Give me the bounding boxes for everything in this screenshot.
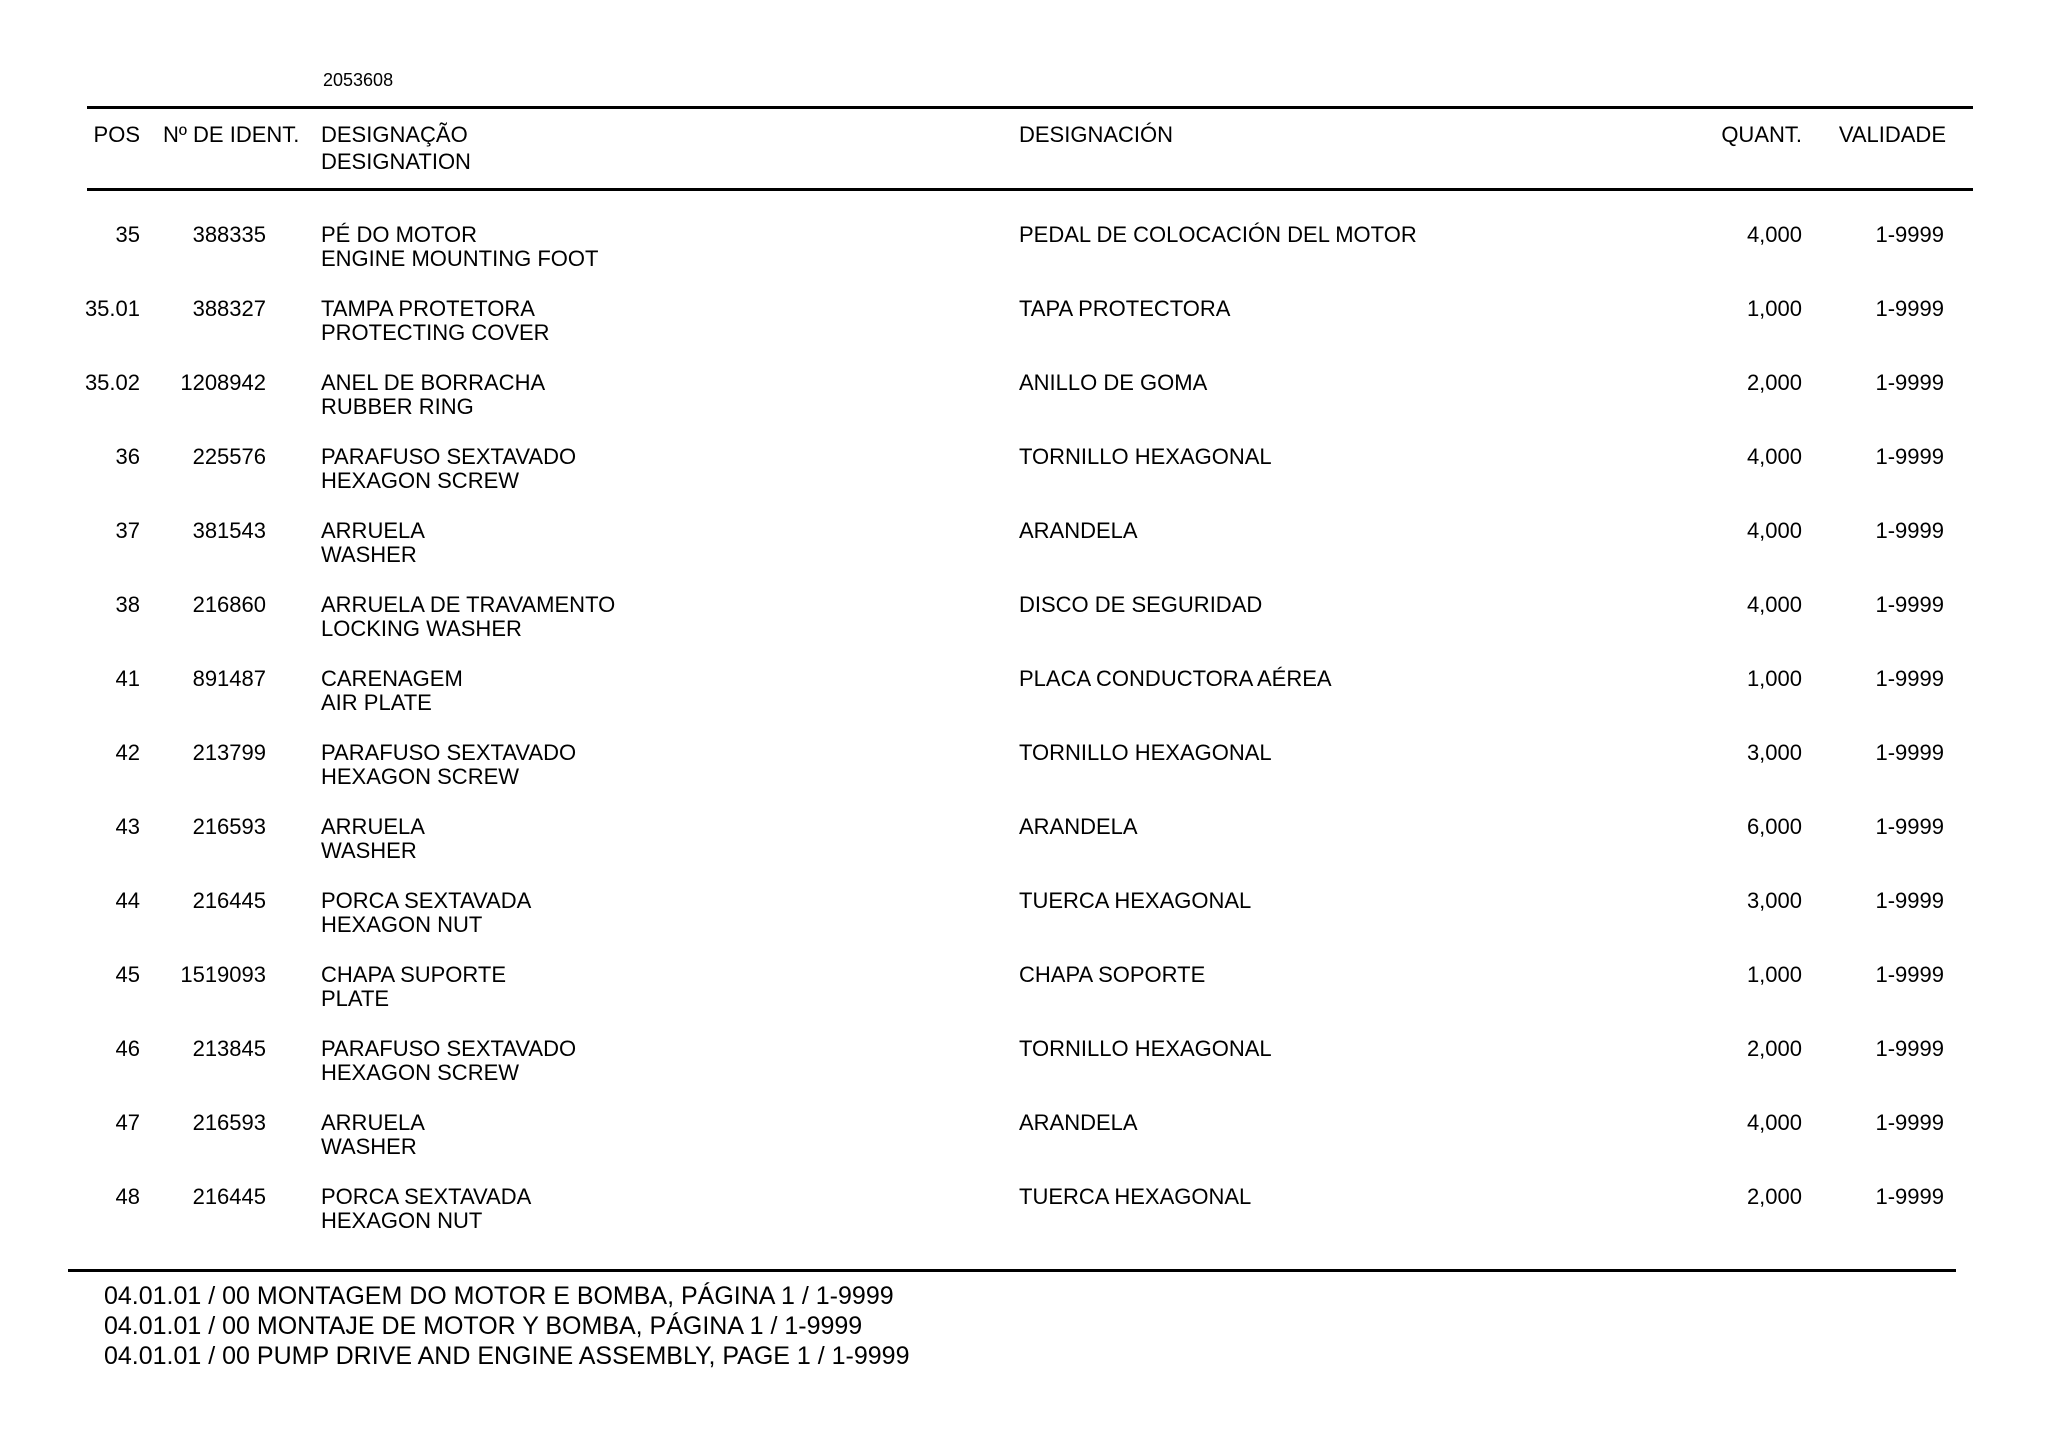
header-designacao: DESIGNAÇÃO	[321, 122, 468, 147]
row-validity: 1-9999	[1875, 962, 1944, 987]
table-row	[0, 222, 2048, 296]
row-designation-en: PROTECTING COVER	[321, 320, 550, 345]
table-row	[0, 962, 2048, 1036]
row-validity: 1-9999	[1875, 814, 1944, 839]
row-ident: 388335	[192, 222, 266, 247]
header-bottom-rule	[87, 188, 1973, 191]
header-ident: Nº DE IDENT.	[163, 122, 300, 147]
row-designation-es: ARANDELA	[1019, 518, 1138, 543]
row-designation-es: PLACA CONDUCTORA AÉREA	[1019, 666, 1332, 691]
row-pos: 35	[115, 222, 140, 247]
row-pos: 48	[115, 1184, 140, 1209]
row-designation-pt: ANEL DE BORRACHA	[321, 370, 546, 395]
footer-rule	[68, 1269, 1956, 1272]
header-top-rule	[87, 106, 1973, 109]
row-pos: 35.01	[84, 296, 140, 321]
row-quantity: 1,000	[1746, 296, 1802, 321]
row-designation-es: PEDAL DE COLOCACIÓN DEL MOTOR	[1019, 222, 1417, 247]
row-designation-en: HEXAGON SCREW	[321, 468, 520, 493]
row-designation-es: CHAPA SOPORTE	[1019, 962, 1206, 987]
row-ident: 388327	[192, 296, 266, 321]
table-row	[0, 888, 2048, 962]
row-pos: 36	[115, 444, 140, 469]
row-designation-pt: PÉ DO MOTOR	[321, 222, 478, 247]
row-ident: 1208942	[180, 370, 266, 395]
row-pos: 47	[115, 1110, 140, 1135]
row-ident: 891487	[192, 666, 266, 691]
row-validity: 1-9999	[1875, 740, 1944, 765]
row-designation-en: LOCKING WASHER	[321, 616, 522, 641]
row-pos: 44	[115, 888, 140, 913]
row-designation-pt: PORCA SEXTAVADA	[321, 1184, 532, 1209]
row-designation-pt: CARENAGEM	[321, 666, 463, 691]
row-pos: 45	[115, 962, 140, 987]
row-ident: 216593	[192, 1110, 266, 1135]
header-designation: DESIGNATION	[321, 149, 471, 174]
row-validity: 1-9999	[1875, 518, 1944, 543]
row-validity: 1-9999	[1875, 296, 1944, 321]
row-pos: 35.02	[84, 370, 140, 395]
row-designation-en: HEXAGON NUT	[321, 1208, 483, 1233]
row-designation-en: ENGINE MOUNTING FOOT	[321, 246, 599, 271]
row-designation-es: TUERCA HEXAGONAL	[1019, 888, 1252, 913]
table-row	[0, 444, 2048, 518]
table-row	[0, 740, 2048, 814]
row-pos: 42	[115, 740, 140, 765]
row-designation-pt: PORCA SEXTAVADA	[321, 888, 532, 913]
row-designation-en: RUBBER RING	[321, 394, 474, 419]
row-designation-es: TUERCA HEXAGONAL	[1019, 1184, 1252, 1209]
header-quant: QUANT.	[1721, 122, 1802, 147]
table-row	[0, 592, 2048, 666]
row-designation-pt: PARAFUSO SEXTAVADO	[321, 444, 577, 469]
row-designation-es: ANILLO DE GOMA	[1019, 370, 1208, 395]
row-designation-es: ARANDELA	[1019, 814, 1138, 839]
row-quantity: 1,000	[1746, 962, 1802, 987]
row-designation-pt: ARRUELA	[321, 814, 425, 839]
row-quantity: 2,000	[1746, 1036, 1802, 1061]
row-designation-es: DISCO DE SEGURIDAD	[1019, 592, 1263, 617]
row-pos: 43	[115, 814, 140, 839]
document-number: 2053608	[323, 70, 394, 90]
row-designation-en: WASHER	[321, 838, 417, 863]
row-quantity: 6,000	[1746, 814, 1802, 839]
footer-line-en: 04.01.01 / 00 PUMP DRIVE AND ENGINE ASSEMBLY, PAGE 1 / 1-9999	[104, 1342, 910, 1370]
header-designacion: DESIGNACIÓN	[1019, 122, 1174, 147]
row-validity: 1-9999	[1875, 444, 1944, 469]
row-designation-es: TORNILLO HEXAGONAL	[1019, 1036, 1272, 1061]
row-quantity: 1,000	[1746, 666, 1802, 691]
row-designation-pt: ARRUELA	[321, 1110, 425, 1135]
header-pos: POS	[93, 122, 140, 147]
row-designation-en: AIR PLATE	[321, 690, 432, 715]
row-designation-en: WASHER	[321, 542, 417, 567]
table-row	[0, 666, 2048, 740]
row-designation-es: TAPA PROTECTORA	[1019, 296, 1231, 321]
row-ident: 1519093	[180, 962, 266, 987]
row-designation-pt: ARRUELA	[321, 518, 425, 543]
row-ident: 216593	[192, 814, 266, 839]
row-quantity: 4,000	[1746, 222, 1802, 247]
row-quantity: 3,000	[1746, 740, 1802, 765]
row-pos: 46	[115, 1036, 140, 1061]
row-designation-es: TORNILLO HEXAGONAL	[1019, 444, 1272, 469]
row-ident: 216860	[192, 592, 266, 617]
row-validity: 1-9999	[1875, 1184, 1944, 1209]
row-ident: 381543	[192, 518, 266, 543]
row-designation-pt: ARRUELA DE TRAVAMENTO	[321, 592, 616, 617]
table-row	[0, 370, 2048, 444]
footer-line-pt: 04.01.01 / 00 MONTAGEM DO MOTOR E BOMBA, PÁGINA 1 / 1-9999	[104, 1282, 894, 1310]
row-validity: 1-9999	[1875, 222, 1944, 247]
row-quantity: 2,000	[1746, 1184, 1802, 1209]
table-row	[0, 518, 2048, 592]
row-designation-pt: PARAFUSO SEXTAVADO	[321, 740, 577, 765]
row-designation-pt: PARAFUSO SEXTAVADO	[321, 1036, 577, 1061]
table-row	[0, 1110, 2048, 1184]
row-ident: 225576	[192, 444, 266, 469]
row-validity: 1-9999	[1875, 1036, 1944, 1061]
row-ident: 216445	[192, 1184, 266, 1209]
row-validity: 1-9999	[1875, 888, 1944, 913]
row-designation-pt: CHAPA SUPORTE	[321, 962, 507, 987]
row-designation-en: HEXAGON SCREW	[321, 1060, 520, 1085]
row-designation-en: HEXAGON NUT	[321, 912, 483, 937]
row-pos: 37	[115, 518, 140, 543]
row-pos: 41	[115, 666, 140, 691]
row-designation-en: PLATE	[321, 986, 390, 1011]
row-designation-es: TORNILLO HEXAGONAL	[1019, 740, 1272, 765]
row-quantity: 3,000	[1746, 888, 1802, 913]
row-quantity: 4,000	[1746, 592, 1802, 617]
table-row	[0, 296, 2048, 370]
row-quantity: 4,000	[1746, 1110, 1802, 1135]
row-validity: 1-9999	[1875, 370, 1944, 395]
row-designation-pt: TAMPA PROTETORA	[321, 296, 535, 321]
table-row	[0, 1036, 2048, 1110]
row-ident: 213845	[192, 1036, 266, 1061]
row-designation-en: WASHER	[321, 1134, 417, 1159]
row-quantity: 4,000	[1746, 518, 1802, 543]
row-designation-en: HEXAGON SCREW	[321, 764, 520, 789]
parts-table-body	[0, 222, 2048, 1258]
table-row	[0, 1184, 2048, 1258]
header-validade: VALIDADE	[1838, 122, 1946, 147]
row-validity: 1-9999	[1875, 666, 1944, 691]
row-designation-es: ARANDELA	[1019, 1110, 1138, 1135]
row-quantity: 4,000	[1746, 444, 1802, 469]
row-validity: 1-9999	[1875, 592, 1944, 617]
row-pos: 38	[115, 592, 140, 617]
row-validity: 1-9999	[1875, 1110, 1944, 1135]
row-quantity: 2,000	[1746, 370, 1802, 395]
row-ident: 213799	[192, 740, 266, 765]
footer	[104, 1281, 909, 1371]
row-ident: 216445	[192, 888, 266, 913]
footer-line-es: 04.01.01 / 00 MONTAJE DE MOTOR Y BOMBA, PÁGINA 1 / 1-9999	[104, 1312, 863, 1340]
table-row	[0, 814, 2048, 888]
